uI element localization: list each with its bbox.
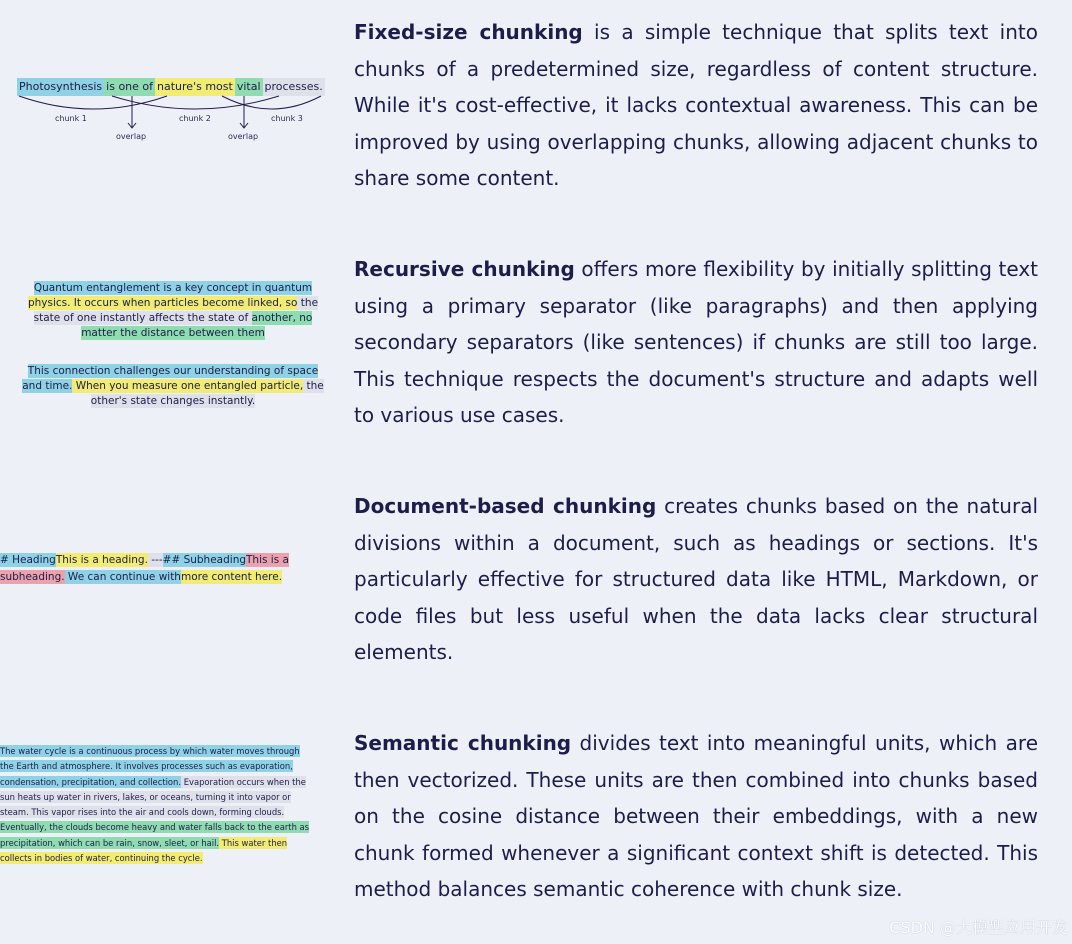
- segment: another, no matter the distance between them: [81, 312, 313, 339]
- segment: ---: [147, 554, 163, 566]
- segment: ## Subheading: [162, 554, 247, 566]
- recursive-description: [354, 251, 1038, 434]
- recursive-illustration: [17, 270, 329, 420]
- chunk-label: chunk 2: [179, 114, 211, 123]
- segment: the state of one instantly affects the state of: [33, 297, 319, 324]
- segment: the other's state changes instantly.: [90, 380, 324, 407]
- segment: vital: [235, 78, 263, 96]
- overlap-label: overlap: [116, 132, 147, 141]
- segment: is one of: [104, 78, 155, 96]
- fixed-size-description: [354, 14, 1038, 197]
- semantic-description: [354, 725, 1038, 908]
- document-illustration: [0, 552, 312, 586]
- fixed-size-title: Fixed-size chunking: [354, 20, 583, 44]
- document-body: creates chunks based on the natural divisions within a document, such as headings or sections. It's particularly effective for structured data like HTML, Markdown, or code files but less useful when the data lacks clear structural elements.: [354, 494, 1039, 664]
- watermark: CSDN @大模型应用开发: [889, 918, 1068, 937]
- overlap-label: overlap: [228, 132, 259, 141]
- segment: # Heading: [0, 554, 56, 566]
- segment: The water cycle is a continuous process by which water moves through the Earth and atmosphere. It involves processes such as evaporation, condensation, precipitation, and collection.: [0, 746, 300, 787]
- segment: We can continue with: [64, 571, 181, 583]
- recursive-paragraph-1: [17, 281, 329, 341]
- segment: nature's most: [155, 78, 235, 96]
- chunk-1-brace: [19, 96, 167, 109]
- segment: more content here.: [180, 571, 283, 583]
- segment: This is a heading.: [55, 554, 148, 566]
- chunk-label: chunk 1: [55, 114, 87, 123]
- segment: When you measure one entangled particle,: [72, 380, 304, 392]
- chunk-label: chunk 3: [271, 114, 303, 123]
- fixed-size-illustration: [17, 0, 329, 200]
- recursive-paragraph-2: [17, 364, 329, 409]
- document-title: Document-based chunking: [354, 494, 657, 518]
- segment: Eventually, the clouds become heavy and water falls back to the earth as precipitation, which can be rain, snow, sleet, or hail.: [0, 822, 310, 848]
- segment: This connection challenges our understanding of space and time.: [22, 365, 319, 392]
- semantic-title: Semantic chunking: [354, 731, 572, 755]
- segment: This is a subheading.: [0, 554, 289, 583]
- recursive-title: Recursive chunking: [354, 257, 575, 281]
- semantic-body: divides text into meaningful units, which are then vectorized. These units are then combined into chunks based on the cosine distance between their embeddings, with a new chunk formed whenever a significant context shift is detected. This method balances semantic coherence with chunk size.: [354, 731, 1038, 901]
- segment: This water then collects in bodies of water, continuing the cycle.: [0, 837, 288, 864]
- fixed-size-body: is a simple technique that splits text into chunks of a predetermined size, regardless of content structure. While it's cost-effective, it lacks contextual awareness. This can be improved by using overlapping chunks, allowing adjacent chunks to share some content.: [354, 20, 1038, 190]
- segment: Photosynthesis: [17, 78, 104, 96]
- segment: Quantum entanglement is a key concept in quantum: [33, 282, 313, 294]
- segment: physics. It occurs when particles become linked, so: [27, 297, 298, 309]
- semantic-illustration: [0, 744, 312, 866]
- document-description: [354, 488, 1038, 671]
- segment: processes.: [263, 78, 325, 96]
- segment: Evaporation occurs when the sun heats up water in rivers, lakes, or oceans, turning it into vapor or steam. This vapor rises into the air and cools down, forming clouds.: [0, 776, 306, 818]
- recursive-body: offers more flexibility by initially splitting text using a primary separator (like paragraphs) and then applying secondary separators (like sentences) if chunks are still too large. This technique respects the document's structure and adapts well to various use cases.: [354, 257, 1038, 427]
